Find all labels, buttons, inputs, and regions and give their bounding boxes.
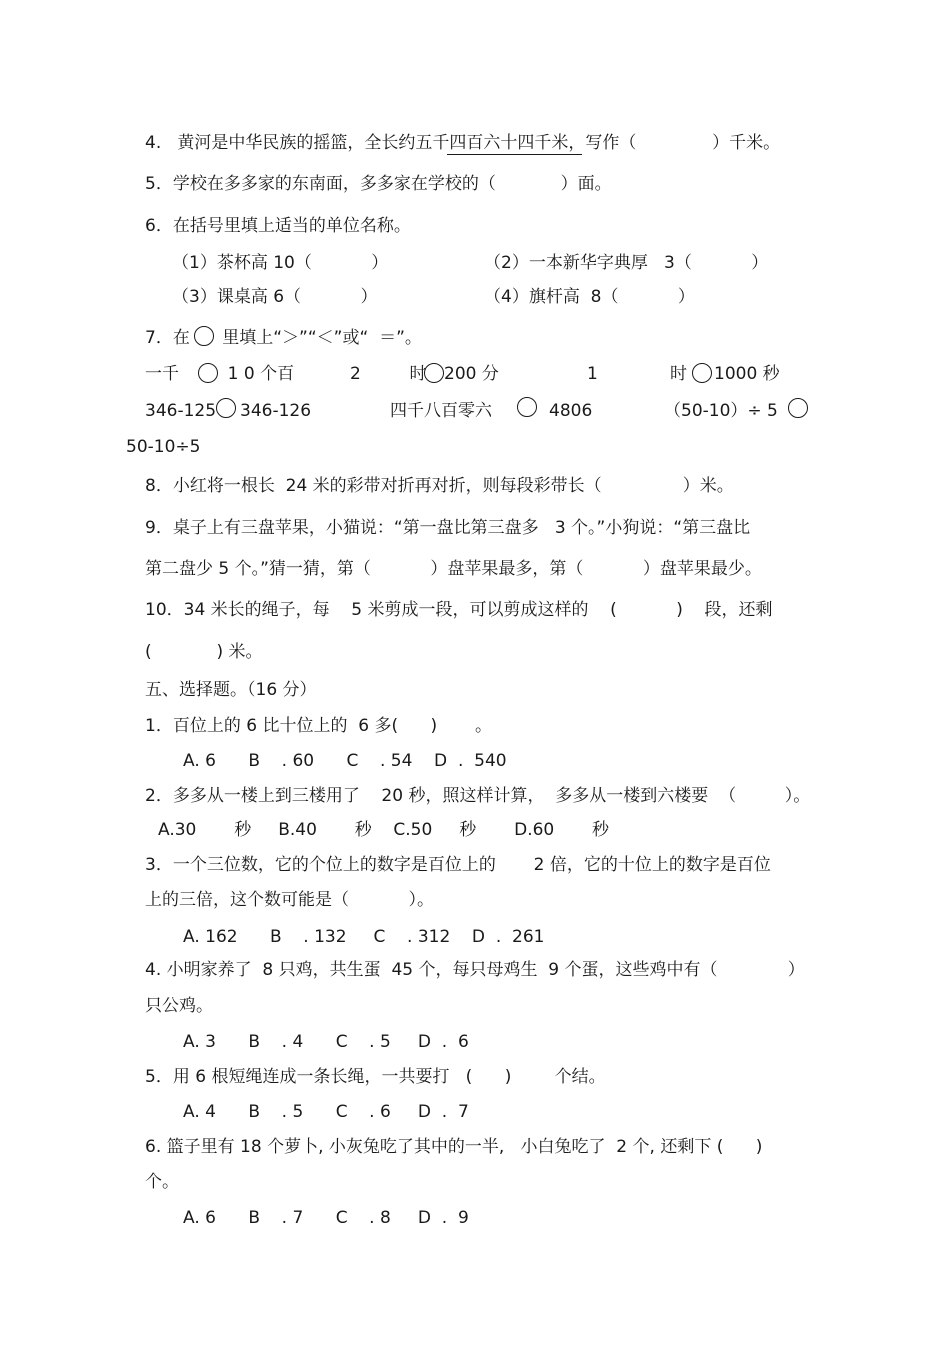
question-10-line-1: 10．34 米长的绳子，每 5 米剪成一段，可以剪成这样的 ( ) 段，还剩: [145, 600, 773, 620]
question-7-compare-b: 2 时: [350, 364, 427, 384]
question-7-compare-k: （50-10）÷ 5: [664, 401, 778, 421]
question-6-item-4: （4）旗杆高 8（ ）: [484, 287, 695, 307]
question-7-compare-l: 50-10÷5: [126, 437, 201, 457]
question-7-compare-e: 时: [670, 364, 687, 384]
question-7-compare-g: 346-125: [145, 401, 217, 421]
choice-question-1-options: A. 6 B . 60 C . 54 D . 540: [183, 751, 507, 771]
question-4: 4. 黄河是中华民族的摇篮，全长约五千四百六十四千米，写作（ ）千米。: [145, 133, 781, 153]
choice-question-2-options: A.30 秒 B.40 秒 C.50 秒 D.60 秒: [158, 820, 610, 840]
choice-question-4-line-1: 4. 小明家养了 8 只鸡，共生蛋 45 个，每只母鸡生 9 个蛋，这些鸡中有（ ）: [145, 960, 805, 980]
question-7-compare-i: 四千八百零六: [390, 401, 492, 421]
question-5: 5．学校在多多家的东南面，多多家在学校的（ ）面。: [145, 174, 612, 194]
compare-circle-icon: [198, 363, 218, 383]
question-6-item-3: （3）课桌高 6（ ）: [172, 287, 378, 307]
question-7-compare-h: 346-126: [240, 401, 312, 421]
question-7-compare-a: 一千 1 0 个百: [145, 364, 295, 384]
choice-question-3-line-2: 上的三倍，这个数可能是（ ）。: [145, 890, 434, 910]
choice-question-3-line-1: 3．一个三位数，它的个位上的数字是百位上的 2 倍，它的十位上的数字是百位: [145, 855, 771, 875]
choice-question-4-options: A. 3 B . 4 C . 5 D . 6: [183, 1032, 469, 1052]
question-4-underline: [447, 154, 582, 155]
question-10-line-2: ( ) 米。: [145, 642, 263, 662]
choice-question-6-options: A. 6 B . 7 C . 8 D . 9: [183, 1208, 469, 1228]
question-6: 6．在括号里填上适当的单位名称。: [145, 216, 411, 236]
question-6-item-2: （2）一本新华字典厚 3（ ）: [484, 253, 769, 273]
choice-question-2: 2．多多从一楼上到三楼用了 20 秒，照这样计算， 多多从一楼到六楼要 （ ）。: [145, 786, 811, 806]
choice-question-3-options: A. 162 B . 132 C . 312 D . 261: [183, 927, 545, 947]
question-6-item-1: （1）茶杯高 10（ ）: [172, 253, 389, 273]
choice-question-4-line-2: 只公鸡。: [145, 996, 213, 1016]
choice-question-6-line-2: 个。: [145, 1172, 179, 1192]
choice-question-1: 1．百位上的 6 比十位上的 6 多( ) 。: [145, 716, 492, 736]
compare-circle-icon: [517, 397, 537, 417]
section-heading: 五、选择题。（16 分）: [145, 680, 317, 700]
question-7-compare-d: 1: [587, 364, 598, 384]
question-7-compare-c: 200 分: [444, 364, 499, 384]
compare-circle-icon: [692, 363, 712, 383]
compare-circle-icon: [194, 326, 214, 346]
choice-question-5: 5．用 6 根短绳连成一条长绳，一共要打 ( ) 个结。: [145, 1067, 606, 1087]
question-9-line-2: 第二盘少 5 个。”猜一猜，第（ ）盘苹果最多，第（ ）盘苹果最少。: [145, 559, 762, 579]
question-7: 7．在 里填上“＞”“＜”或“ ＝”。: [145, 328, 422, 348]
choice-question-5-options: A. 4 B . 5 C . 6 D . 7: [183, 1102, 469, 1122]
choice-question-6-line-1: 6. 篮子里有 18 个萝卜, 小灰兔吃了其中的一半, 小白兔吃了 2 个, 还剩下 ( ): [145, 1137, 763, 1157]
compare-circle-icon: [424, 363, 444, 383]
question-7-compare-f: 1000 秒: [714, 364, 780, 384]
question-7-compare-j: 4806: [549, 401, 593, 421]
compare-circle-icon: [788, 398, 808, 418]
question-8: 8．小红将一根长 24 米的彩带对折再对折，则每段彩带长（ ）米。: [145, 476, 734, 496]
question-9-line-1: 9．桌子上有三盘苹果，小猫说：“第一盘比第三盘多 3 个。”小狗说：“第三盘比: [145, 518, 751, 538]
compare-circle-icon: [216, 398, 236, 418]
